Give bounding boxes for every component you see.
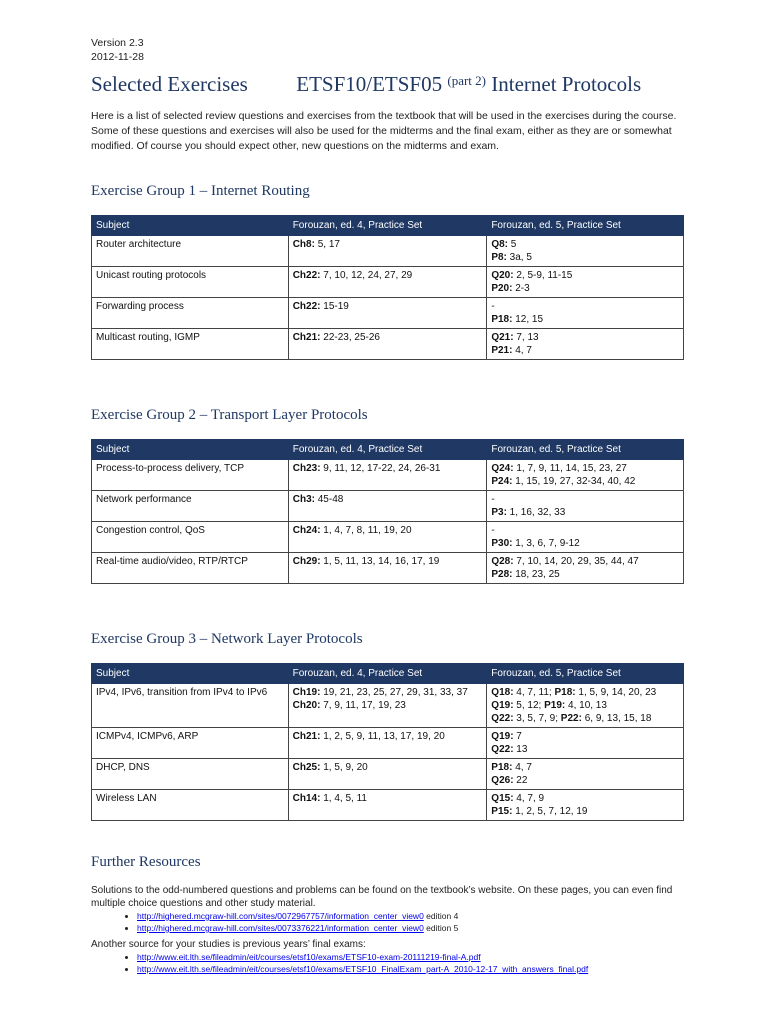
ref-values: 9, 11, 12, 17-22, 24, 26-31 [320, 463, 441, 474]
ed4-line [293, 462, 483, 475]
ed4-cell [288, 759, 487, 790]
ref-values: 1, 15, 19, 27, 32-34, 40, 42 [512, 476, 636, 487]
subject-cell: Router architecture [92, 236, 289, 267]
ref-key: Q21: [491, 332, 514, 343]
table-row [92, 790, 684, 821]
table-row [92, 522, 684, 553]
table-row [92, 553, 684, 584]
links-list-2 [91, 951, 683, 975]
link-item [137, 922, 683, 934]
ref-values: 3a, 5 [506, 252, 532, 263]
ref-key: Q8: [491, 239, 508, 250]
ed4-cell [288, 553, 487, 584]
ed4-line [293, 792, 483, 805]
link-edition-label: edition 4 [423, 911, 459, 921]
ref-key: P28: [491, 569, 513, 580]
ed4-line [293, 300, 483, 313]
ed4-line [293, 730, 483, 743]
ref-key: P24: [491, 476, 513, 487]
ref-key: P8: [491, 252, 507, 263]
table-header-row [92, 664, 684, 684]
subject-cell: ICMPv4, ICMPv6, ARP [92, 728, 289, 759]
table-row [92, 329, 684, 360]
ref-key: Q19: [491, 731, 514, 742]
ref-values: 4, 7 [512, 345, 532, 356]
ref-key: Ch22: [292, 301, 321, 312]
ed5-cell [487, 491, 684, 522]
subject-cell: Multicast routing, IGMP [92, 329, 289, 360]
ref-values: 1, 4, 5, 11 [320, 793, 367, 804]
ed5-line [491, 712, 679, 725]
column-header: Subject [92, 440, 289, 460]
ref-values: 1, 4, 7, 8, 11, 19, 20 [320, 525, 412, 536]
links-list-1 [91, 910, 683, 934]
table-row [92, 728, 684, 759]
table-header-row [92, 440, 684, 460]
ed5-cell [487, 759, 684, 790]
ed5-line [491, 761, 679, 774]
ref-values: - [491, 301, 495, 312]
ed4-cell [288, 684, 487, 728]
ed5-cell [487, 298, 684, 329]
group-heading: Exercise Group 3 – Network Layer Protocols [91, 631, 363, 647]
ed4-line [293, 555, 483, 568]
ed4-cell [288, 522, 487, 553]
ref-key: Ch29: [292, 556, 321, 567]
ed5-line [491, 282, 679, 295]
ed5-line [491, 462, 679, 475]
ed5-line [491, 269, 679, 282]
ref-values: 2-3 [512, 283, 530, 294]
ref-key: Q19: [491, 700, 514, 711]
ref-key: Ch19: [292, 687, 321, 698]
table-row [92, 460, 684, 491]
column-header: Forouzan, ed. 4, Practice Set [288, 440, 487, 460]
ref-key: Q15: [491, 793, 514, 804]
ed4-cell [288, 790, 487, 821]
ref-key: Q22: [491, 744, 514, 755]
ed5-line [491, 331, 679, 344]
ed5-cell [487, 790, 684, 821]
subject-cell: IPv4, IPv6, transition from IPv4 to IPv6 [92, 684, 289, 728]
ref-key: P22: [560, 713, 582, 724]
exercise-groups [91, 182, 683, 821]
ref-values: - [491, 494, 495, 505]
ref-values: 7, 13 [513, 332, 539, 343]
group-heading: Exercise Group 2 – Transport Layer Protocols [91, 407, 368, 423]
ref-values: 1, 5, 9, 20 [320, 762, 368, 773]
table-row [92, 267, 684, 298]
column-header: Forouzan, ed. 4, Practice Set [288, 664, 487, 684]
ref-key: Q26: [491, 775, 514, 786]
table-row [92, 236, 684, 267]
ref-key: Q28: [491, 556, 514, 567]
ed5-line [491, 730, 679, 743]
subject-cell: Unicast routing protocols [92, 267, 289, 298]
ref-key: Ch20: [292, 700, 321, 711]
date-label: 2012-11-28 [91, 51, 144, 63]
ref-values: 12, 15 [512, 314, 544, 325]
ed5-line [491, 686, 679, 699]
link-item [137, 951, 683, 963]
ref-key: Ch25: [292, 762, 321, 773]
ref-values: 5, 17 [314, 239, 340, 250]
column-header: Forouzan, ed. 5, Practice Set [487, 440, 684, 460]
link-edition-label: edition 5 [423, 923, 459, 933]
column-header: Forouzan, ed. 4, Practice Set [288, 216, 487, 236]
ed5-line [491, 792, 679, 805]
ed4-line [293, 331, 483, 344]
ed5-line [491, 774, 679, 787]
ed5-line [491, 524, 679, 537]
ed5-cell [487, 728, 684, 759]
ref-values: 13 [513, 744, 528, 755]
ref-key: Q18: [491, 687, 514, 698]
resource-link[interactable]: http://www.eit.lth.se/fileadmin/eit/courses/etsf10/exams/ETSF10-exam-20111219-final-A.pdf [137, 952, 481, 962]
group-heading: Exercise Group 1 – Internet Routing [91, 183, 310, 199]
page-title [91, 68, 683, 97]
ref-key: Q24: [491, 463, 514, 474]
table-row [92, 759, 684, 790]
ed5-cell [487, 329, 684, 360]
ref-values: 19, 21, 23, 25, 27, 29, 31, 33, 37 [320, 687, 468, 698]
ed5-line [491, 537, 679, 550]
ed5-line [491, 313, 679, 326]
column-header: Subject [92, 216, 289, 236]
link-item [137, 963, 683, 975]
column-header: Forouzan, ed. 5, Practice Set [487, 664, 684, 684]
ed5-line [491, 805, 679, 818]
ref-values: 5 [508, 239, 517, 250]
ref-values: 1, 16, 32, 33 [506, 507, 566, 518]
ed4-cell [288, 267, 487, 298]
ed5-line [491, 238, 679, 251]
ed5-line [491, 555, 679, 568]
ref-key: P19: [544, 700, 566, 711]
ref-values: 7, 10, 14, 20, 29, 35, 44, 47 [513, 556, 639, 567]
ref-key: P18: [491, 762, 513, 773]
ref-values: 1, 5, 9, 14, 20, 23 [575, 687, 657, 698]
ed5-line [491, 743, 679, 756]
ed4-line [293, 493, 483, 506]
subject-cell: Network performance [92, 491, 289, 522]
ref-values: 45-48 [314, 494, 344, 505]
ref-values: 7, 9, 11, 17, 19, 23 [320, 700, 406, 711]
ed5-line [491, 251, 679, 264]
ed4-line [293, 699, 483, 712]
ed5-cell [487, 267, 684, 298]
table-row [92, 298, 684, 329]
document-page [91, 36, 683, 975]
table-row [92, 684, 684, 728]
ref-values: 22 [513, 775, 528, 786]
further-resources [91, 853, 683, 975]
ref-values: 1, 7, 9, 11, 14, 15, 23, 27 [513, 463, 627, 474]
ref-key: Ch24: [292, 525, 321, 536]
ref-key: Q20: [491, 270, 514, 281]
ref-key: Ch14: [292, 793, 321, 804]
ref-values: 1, 5, 11, 13, 14, 16, 17, 19 [320, 556, 440, 567]
ed4-cell [288, 329, 487, 360]
ed4-cell [288, 460, 487, 491]
title-right: Internet Protocols [491, 72, 642, 96]
column-header: Forouzan, ed. 5, Practice Set [487, 216, 684, 236]
version-label: Version 2.3 [91, 37, 144, 49]
ref-values: 7 [513, 731, 522, 742]
ref-key: Ch22: [292, 270, 321, 281]
ref-key: P21: [491, 345, 513, 356]
subject-cell: Congestion control, QoS [92, 522, 289, 553]
ref-values: 1, 2, 5, 7, 12, 19 [512, 806, 588, 817]
resource-link[interactable]: http://www.eit.lth.se/fileadmin/eit/courses/etsf10/exams/ETSF10_FinalExam_part-A_2010-12-17_with_answers_final.pdf [137, 964, 589, 974]
ref-values: 3, 5, 7, 9; [513, 713, 561, 724]
ref-key: Ch8: [292, 239, 315, 250]
ref-key: Ch21: [292, 332, 321, 343]
ref-values: 4, 7 [512, 762, 532, 773]
resource-link[interactable]: http://highered.mcgraw-hill.com/sites/0072967757/information_center_view0 [137, 911, 424, 921]
ref-values: 7, 10, 12, 24, 27, 29 [320, 270, 413, 281]
column-header: Subject [92, 664, 289, 684]
ref-values: 4, 7, 11; [513, 687, 555, 698]
ed5-cell [487, 236, 684, 267]
ed4-cell [288, 728, 487, 759]
ref-values: 4, 10, 13 [565, 700, 607, 711]
ed4-line [293, 238, 483, 251]
ref-values: 1, 3, 6, 7, 9-12 [512, 538, 580, 549]
ref-key: P15: [491, 806, 513, 817]
ed5-line [491, 300, 679, 313]
ed5-cell [487, 522, 684, 553]
subject-cell: DHCP, DNS [92, 759, 289, 790]
table-row [92, 491, 684, 522]
ed5-line [491, 699, 679, 712]
ref-key: P20: [491, 283, 513, 294]
subject-cell: Wireless LAN [92, 790, 289, 821]
resources-text-1: Solutions to the odd-numbered questions and problems can be found on the textbook’s website. On these pages, you can even find multiple choice questions and other study material. [91, 885, 673, 909]
link-item [137, 910, 683, 922]
ed4-line [293, 269, 483, 282]
ref-values: - [491, 525, 495, 536]
table-header-row [92, 216, 684, 236]
ref-values: 4, 7, 9 [513, 793, 545, 804]
ref-key: P30: [491, 538, 513, 549]
ref-key: P18: [491, 314, 513, 325]
ref-values: 1, 2, 5, 9, 11, 13, 17, 19, 20 [320, 731, 445, 742]
ed5-line [491, 475, 679, 488]
title-part: (part 2) [447, 73, 486, 88]
ed4-cell [288, 298, 487, 329]
ed4-cell [288, 491, 487, 522]
title-left: Selected Exercises [91, 72, 248, 96]
ref-key: Ch3: [292, 494, 315, 505]
ed5-line [491, 506, 679, 519]
ref-values: 6, 9, 13, 15, 18 [581, 713, 652, 724]
ref-key: Ch21: [292, 731, 321, 742]
ed4-cell [288, 236, 487, 267]
exercise-table [91, 439, 684, 584]
ref-key: P3: [491, 507, 507, 518]
ed5-line [491, 493, 679, 506]
ref-values: 22-23, 25-26 [320, 332, 380, 343]
ref-values: 15-19 [320, 301, 349, 312]
exercise-table [91, 663, 684, 821]
title-code: ETSF10/ETSF05 [296, 72, 443, 96]
ed5-line [491, 568, 679, 581]
ref-key: Ch23: [292, 463, 321, 474]
ed4-line [293, 761, 483, 774]
ed5-line [491, 344, 679, 357]
ed5-cell [487, 684, 684, 728]
ed5-cell [487, 460, 684, 491]
ed4-line [293, 524, 483, 537]
intro-paragraph: Here is a list of selected review questions and exercises from the textbook that will be used in the exercises during the course. Some of these questions and exercises will also be used for the midterms and the final exam, either as they are or somewhat modified. Of course you should expect other, new questions on the midterms and exam. [91, 110, 677, 152]
exercise-table [91, 215, 684, 360]
subject-cell: Process-to-process delivery, TCP [92, 460, 289, 491]
resource-link[interactable]: http://highered.mcgraw-hill.com/sites/0073376221/information_center_view0 [137, 923, 424, 933]
ref-key: Q22: [491, 713, 514, 724]
ed4-line [293, 686, 483, 699]
resources-text-2: Another source for your studies is previous years’ final exams: [91, 939, 366, 950]
ref-values: 18, 23, 25 [512, 569, 560, 580]
subject-cell: Real-time audio/video, RTP/RTCP [92, 553, 289, 584]
ed5-cell [487, 553, 684, 584]
ref-values: 5, 12; [513, 700, 545, 711]
subject-cell: Forwarding process [92, 298, 289, 329]
resources-heading: Further Resources [91, 854, 201, 870]
ref-values: 2, 5-9, 11-15 [513, 270, 573, 281]
ref-key: P18: [554, 687, 576, 698]
